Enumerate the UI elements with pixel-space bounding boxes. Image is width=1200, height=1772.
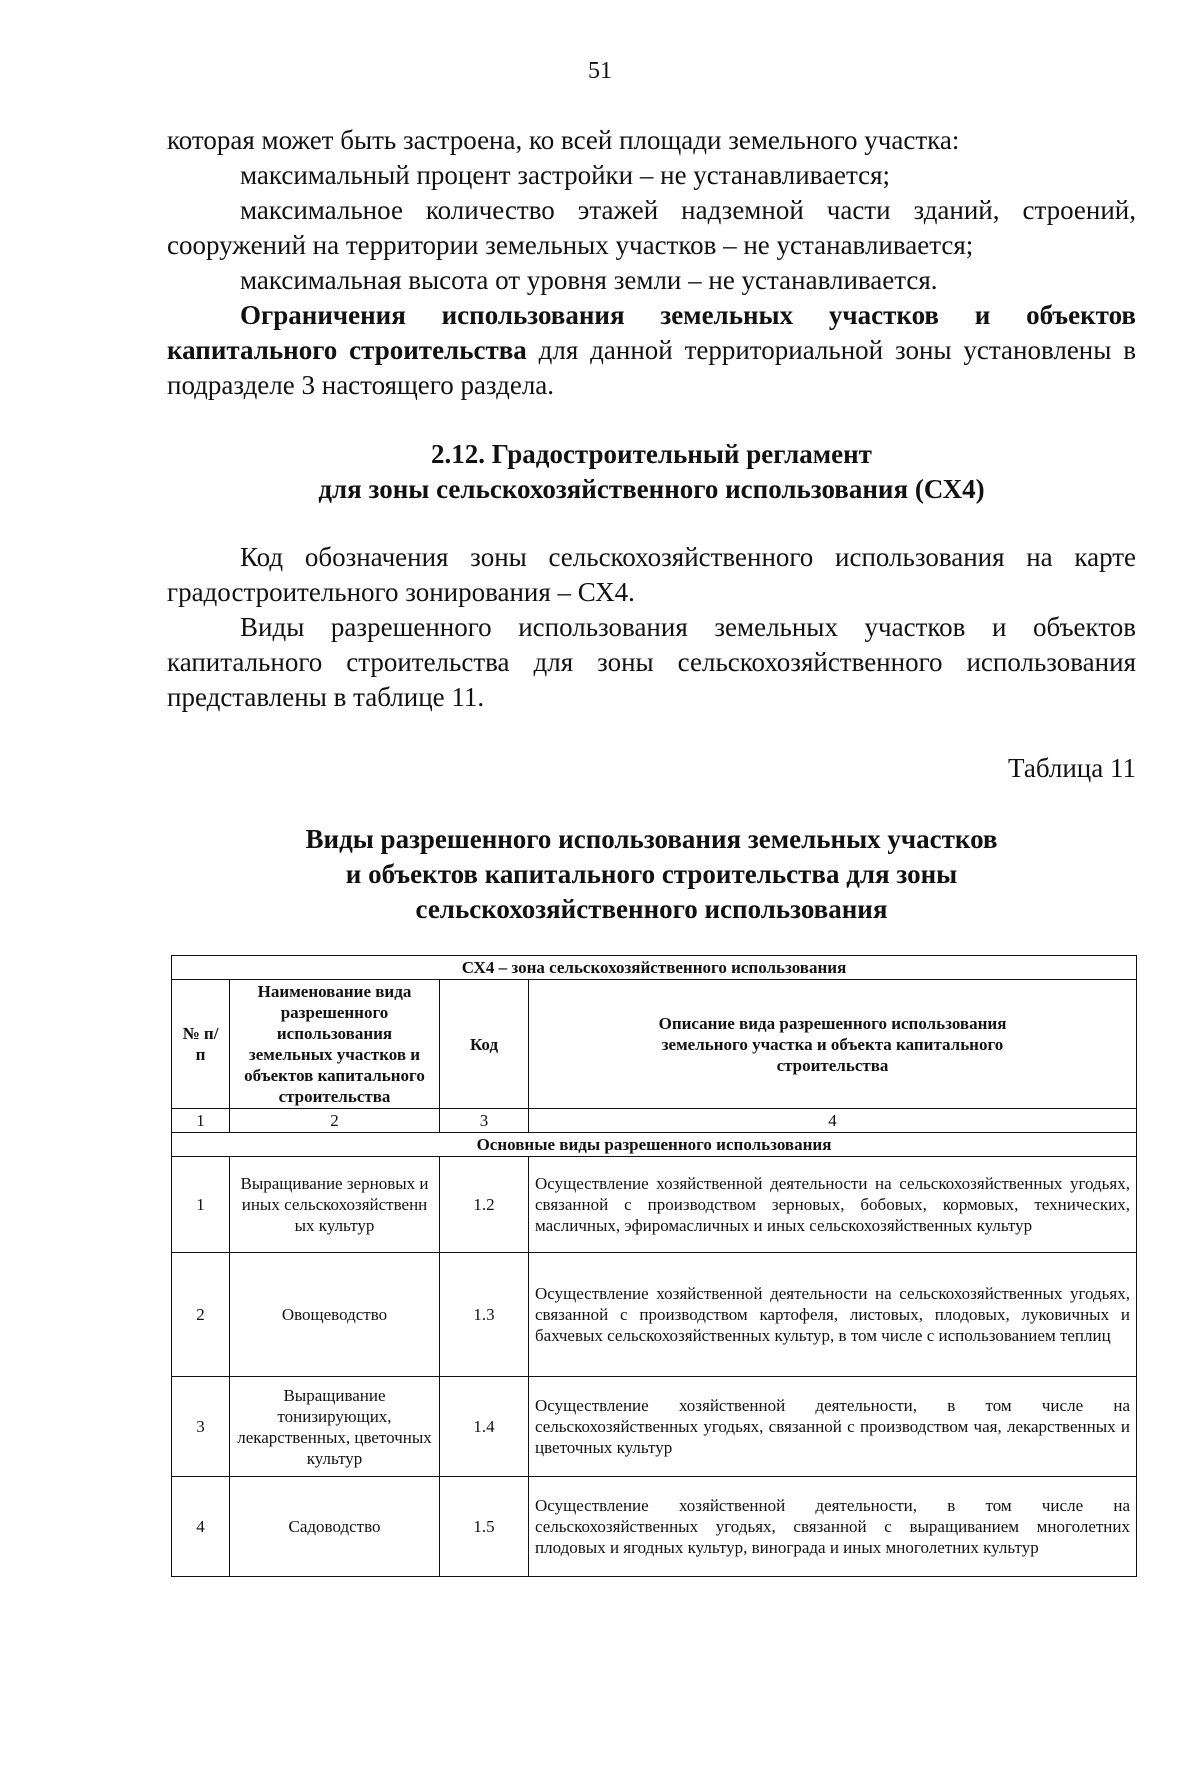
table-title [167, 822, 1136, 927]
row-num: 1 [172, 1157, 230, 1253]
group-title-row [172, 1133, 1137, 1157]
row-name: Садоводство [230, 1477, 440, 1577]
section-heading-line2: для зоны сельскохозяйственного использования (СХ4) [318, 474, 985, 504]
section-heading-line1: 2.12. Градостроительный регламент [431, 439, 872, 469]
row-code: 1.5 [440, 1477, 529, 1577]
paragraph-max-percent: максимальный процент застройки – не устанавливается; [240, 160, 891, 190]
page-number: 51 [588, 58, 612, 84]
zone-description [167, 540, 1136, 715]
table-label: Таблица 11 [1008, 753, 1136, 783]
table-row [172, 1157, 1137, 1253]
row-desc: Осуществление хозяйственной деятельности, в том числе на сельскохозяйственных угодьях, связанной с производством чая, лекарственных и цветочных культур [529, 1377, 1137, 1477]
row-name: Выращивание зерновых и иных сельскохозяйственн ых культур [230, 1157, 440, 1253]
row-name: Выращивание тонизирующих, лекарственных, цветочных культур [230, 1377, 440, 1477]
column-number-row [172, 1109, 1137, 1133]
row-num: 2 [172, 1253, 230, 1377]
row-code: 1.3 [440, 1253, 529, 1377]
group-title: Основные виды разрешенного использования [172, 1133, 1137, 1157]
paragraph-table-reference: Виды разрешенного использования земельных участков и объектов капитального строительства для зоны сельскохозяйственного использования представлены в таблице 11. [167, 612, 1136, 712]
row-num: 4 [172, 1477, 230, 1577]
header-desc: Описание вида разрешенного использования земельного участка и объекта капитального строительства [529, 980, 1137, 1109]
row-code: 1.2 [440, 1157, 529, 1253]
paragraph-restrictions [167, 298, 1136, 403]
row-name: Овощеводство [230, 1253, 440, 1377]
restrictions-bold-text: Ограничения использования земельных участков и объектов капитального строительства [167, 300, 1136, 365]
paragraph-zone-code: Код обозначения зоны сельскохозяйственного использования на карте градостроительного зонирования – СХ4. [167, 542, 1136, 607]
column-number: 2 [230, 1109, 440, 1133]
header-row [172, 980, 1137, 1109]
row-desc: Осуществление хозяйственной деятельности на сельскохозяйственных угодьях, связанной с производством зерновых, бобовых, кормовых, технических, масличных, эфиромасличных и иных сельскохозяйственных культур [529, 1157, 1137, 1253]
table-row [172, 1477, 1137, 1577]
row-desc: Осуществление хозяйственной деятельности, в том числе на сельскохозяйственных угодьях, связанной с выращиванием многолетних плодовых и ягодных культур, винограда и иных многолетних культур [529, 1477, 1137, 1577]
header-code: Код [440, 980, 529, 1109]
header-num: № п/п [172, 980, 230, 1109]
paragraph-max-height: максимальная высота от уровня земли – не устанавливается. [240, 265, 938, 295]
intro-text [167, 123, 1136, 403]
table-title-line1: Виды разрешенного использования земельных участков [305, 824, 998, 854]
row-code: 1.4 [440, 1377, 529, 1477]
section-heading [167, 437, 1136, 507]
table-title-line3: сельскохозяйственного использования [415, 894, 888, 924]
paragraph-max-floors: максимальное количество этажей надземной части зданий, строений, сооружений на территории земельных участков – не устанавливается; [167, 195, 1136, 260]
restrictions-text: для данной территориальной зоны установлены в подразделе 3 настоящего раздела. [167, 335, 1136, 400]
row-desc: Осуществление хозяйственной деятельности на сельскохозяйственных угодьях, связанной с производством картофеля, листовых, плодовых, луковичных и бахчевых сельскохозяйственных культур, в том числе с использованием теплиц [529, 1253, 1137, 1377]
table-title-line2: и объектов капитального строительства для зоны [345, 859, 958, 889]
row-num: 3 [172, 1377, 230, 1477]
zone-title-row [172, 956, 1137, 980]
permitted-use-table [171, 955, 1137, 1577]
column-number: 1 [172, 1109, 230, 1133]
column-number: 4 [529, 1109, 1137, 1133]
zone-title: СХ4 – зона сельскохозяйственного использования [172, 956, 1137, 980]
column-number: 3 [440, 1109, 529, 1133]
table-row [172, 1377, 1137, 1477]
table-row [172, 1253, 1137, 1377]
paragraph-plot-area: которая может быть застроена, ко всей площади земельного участка: [167, 125, 960, 155]
header-name: Наименование вида разрешенного использования земельных участков и объектов капитального строительства [230, 980, 440, 1109]
